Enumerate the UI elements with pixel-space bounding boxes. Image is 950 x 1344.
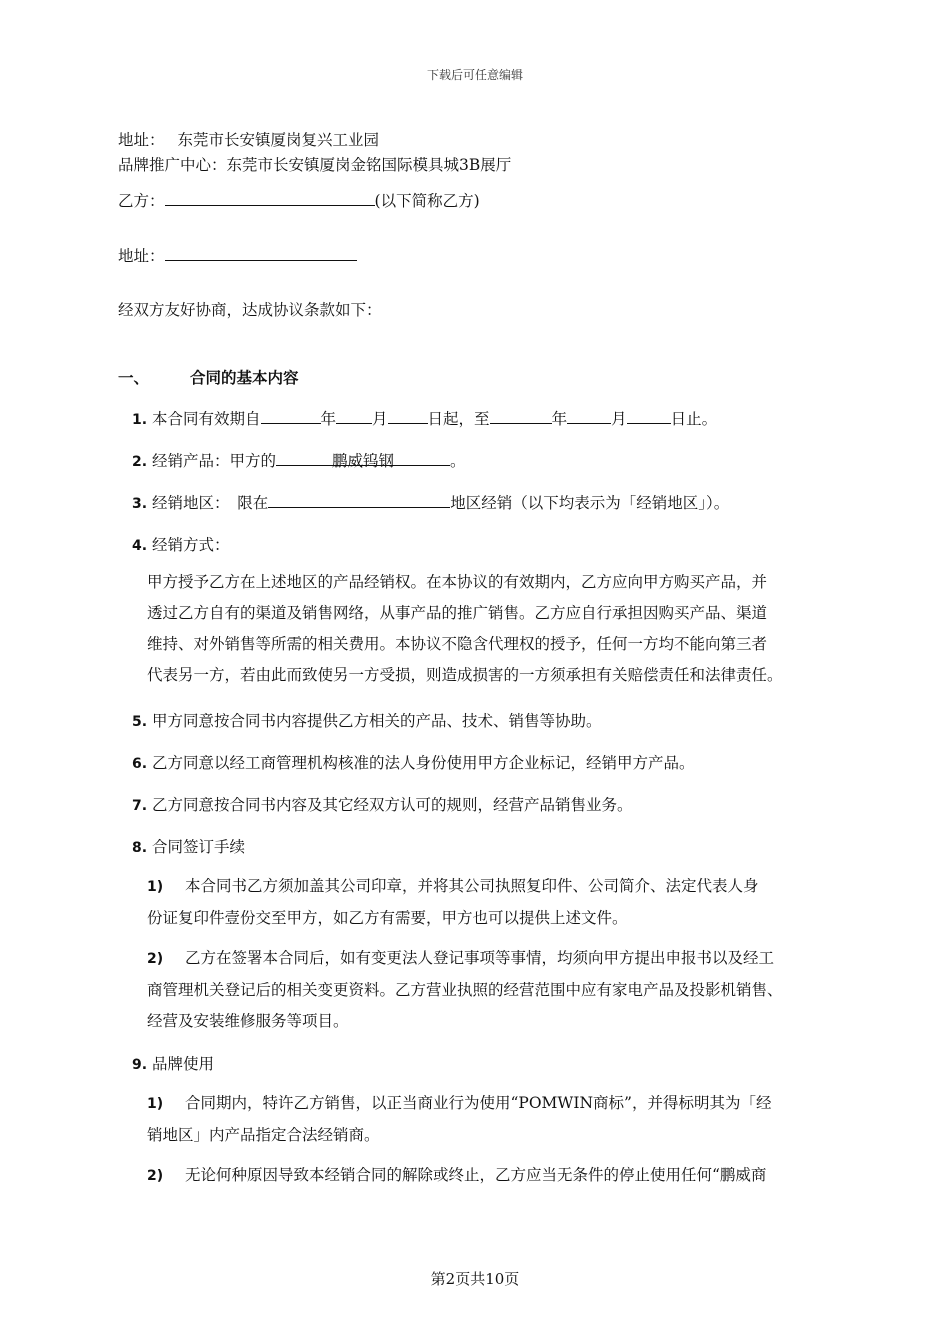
sub-line: 商管理机关登记后的相关变更资料。乙方营业执照的经营范围中应有家电产品及投影机销售、 <box>147 981 783 999</box>
day-from-label: 日起，至 <box>427 410 490 428</box>
item-4-line: 维持、对外销售等所需的相关费用。本协议不隐含代理权的授予，任何一方均不能向第三者 <box>147 635 768 653</box>
item-5-text: 甲方同意按合同书内容提供乙方相关的产品、技术、销售等协助。 <box>152 712 602 730</box>
sub-line: 合同期内，特许乙方销售，以正当商业行为使用“POMWIN商标”，并得标明其为「经 <box>185 1094 772 1112</box>
item-6-number: 6. <box>132 756 148 772</box>
item-9-text: 品牌使用 <box>152 1055 215 1073</box>
party-b-line <box>118 189 480 211</box>
address-value: 东莞市长安镇厦岗复兴工业园 <box>177 131 379 149</box>
section-number: 一、 <box>118 369 150 387</box>
item-1-text: 本合同有效期自 <box>152 410 261 428</box>
item-9 <box>132 1052 214 1074</box>
product-field[interactable] <box>276 449 450 470</box>
item-9-sub-2 <box>147 1160 847 1192</box>
party-a-address <box>118 128 379 150</box>
day-to-label: 日止。 <box>670 410 718 428</box>
item-7-number: 7. <box>132 798 148 814</box>
year-label: 年 <box>320 410 337 428</box>
party-b-address-line <box>118 244 357 266</box>
region-blank[interactable] <box>268 491 450 508</box>
item-8-sub-1 <box>147 871 847 934</box>
item-4-line: 代表另一方，若由此而致使另一方受损，则造成损害的一方须承担有关赔偿责任和法律责任。 <box>147 666 783 684</box>
address-label: 地址： <box>118 131 165 149</box>
sub-line: 份证复印件壹份交至甲方，如乙方有需要，甲方也可以提供上述文件。 <box>147 909 628 927</box>
item-3-number: 3. <box>132 496 148 512</box>
start-month-blank[interactable] <box>336 407 372 424</box>
start-year-blank[interactable] <box>261 407 321 424</box>
item-2-number: 2. <box>132 454 148 470</box>
sub-number: 1) <box>147 879 164 895</box>
sub-number: 1) <box>147 1096 164 1112</box>
item-8 <box>132 835 245 857</box>
item-2-end: 。 <box>450 452 466 470</box>
brand-center <box>118 153 511 175</box>
month-label: 月 <box>372 410 388 428</box>
sub-number: 2) <box>147 951 164 967</box>
item-1-number: 1. <box>132 412 148 428</box>
end-year-blank[interactable] <box>490 407 552 424</box>
month-label-2: 月 <box>611 410 627 428</box>
item-8-number: 8. <box>132 840 148 856</box>
item-4-line: 甲方授予乙方在上述地区的产品经销权。在本协议的有效期内，乙方应向甲方购买产品，并 <box>147 573 768 591</box>
item-9-number: 9. <box>132 1057 148 1073</box>
sub-line: 经营及安装维修服务等项目。 <box>147 1012 349 1030</box>
sub-line: 乙方在签署本合同后，如有变更法人登记事项等事情，均须向甲方提出申报书以及经工 <box>185 949 775 967</box>
party-b-address-label: 地址： <box>118 247 165 265</box>
brand-center-label: 品牌推广中心： <box>118 156 227 174</box>
intro-text: 经双方友好协商，达成协议条款如下： <box>118 301 382 319</box>
party-b-name-blank[interactable] <box>165 189 375 206</box>
item-8-sub-2 <box>147 943 847 1037</box>
item-5 <box>132 709 602 731</box>
item-7-text: 乙方同意按合同书内容及其它经双方认可的规则，经营产品销售业务。 <box>152 796 633 814</box>
party-b-suffix: (以下简称乙方) <box>374 192 480 210</box>
item-4-line: 透过乙方自有的渠道及销售网络，从事产品的推广销售。乙方应自行承担因购买产品、渠道 <box>147 604 768 622</box>
party-b-address-blank[interactable] <box>165 244 357 261</box>
year-label-2: 年 <box>551 410 568 428</box>
item-1 <box>132 407 717 429</box>
page-footer: 第2页共10页 <box>430 1270 520 1288</box>
item-6 <box>132 751 695 773</box>
item-2-text: 经销产品：甲方的 <box>152 452 277 470</box>
sub-number: 2) <box>147 1168 164 1184</box>
item-3 <box>132 491 729 513</box>
sub-line: 销地区」内产品指定合法经销商。 <box>147 1126 380 1144</box>
product-value: 鹏威钨钢 <box>332 452 395 470</box>
item-9-sub-1 <box>147 1088 847 1151</box>
item-5-number: 5. <box>132 714 148 730</box>
brand-center-value: 东莞市长安镇厦岗金铭国际模具城3B展厅 <box>226 156 512 174</box>
item-6-text: 乙方同意以经工商管理机构核准的法人身份使用甲方企业标记，经销甲方产品。 <box>152 754 695 772</box>
item-2 <box>132 449 466 471</box>
item-4-number: 4. <box>132 538 148 554</box>
start-day-blank[interactable] <box>388 407 428 424</box>
item-8-text: 合同签订手续 <box>152 838 246 856</box>
sub-line: 无论何种原因导致本经销合同的解除或终止，乙方应当无条件的停止使用任何“鹏威商 <box>185 1166 767 1184</box>
item-3-text: 经销地区： 限在 <box>152 494 269 512</box>
section-title: 合同的基本内容 <box>190 369 299 387</box>
end-day-blank[interactable] <box>627 407 671 424</box>
end-month-blank[interactable] <box>567 407 611 424</box>
sub-line: 本合同书乙方须加盖其公司印章，并将其公司执照复印件、公司简介、法定代表人身 <box>185 877 759 895</box>
item-4-body <box>147 567 847 691</box>
party-b-label: 乙方： <box>118 192 165 210</box>
header-note: 下载后可任意编辑 <box>426 68 523 82</box>
item-3-text-b: 地区经销（以下均表示为「经销地区」）。 <box>450 494 730 512</box>
item-4 <box>132 533 230 555</box>
item-4-text: 经销方式： <box>152 536 230 554</box>
item-7 <box>132 793 633 815</box>
